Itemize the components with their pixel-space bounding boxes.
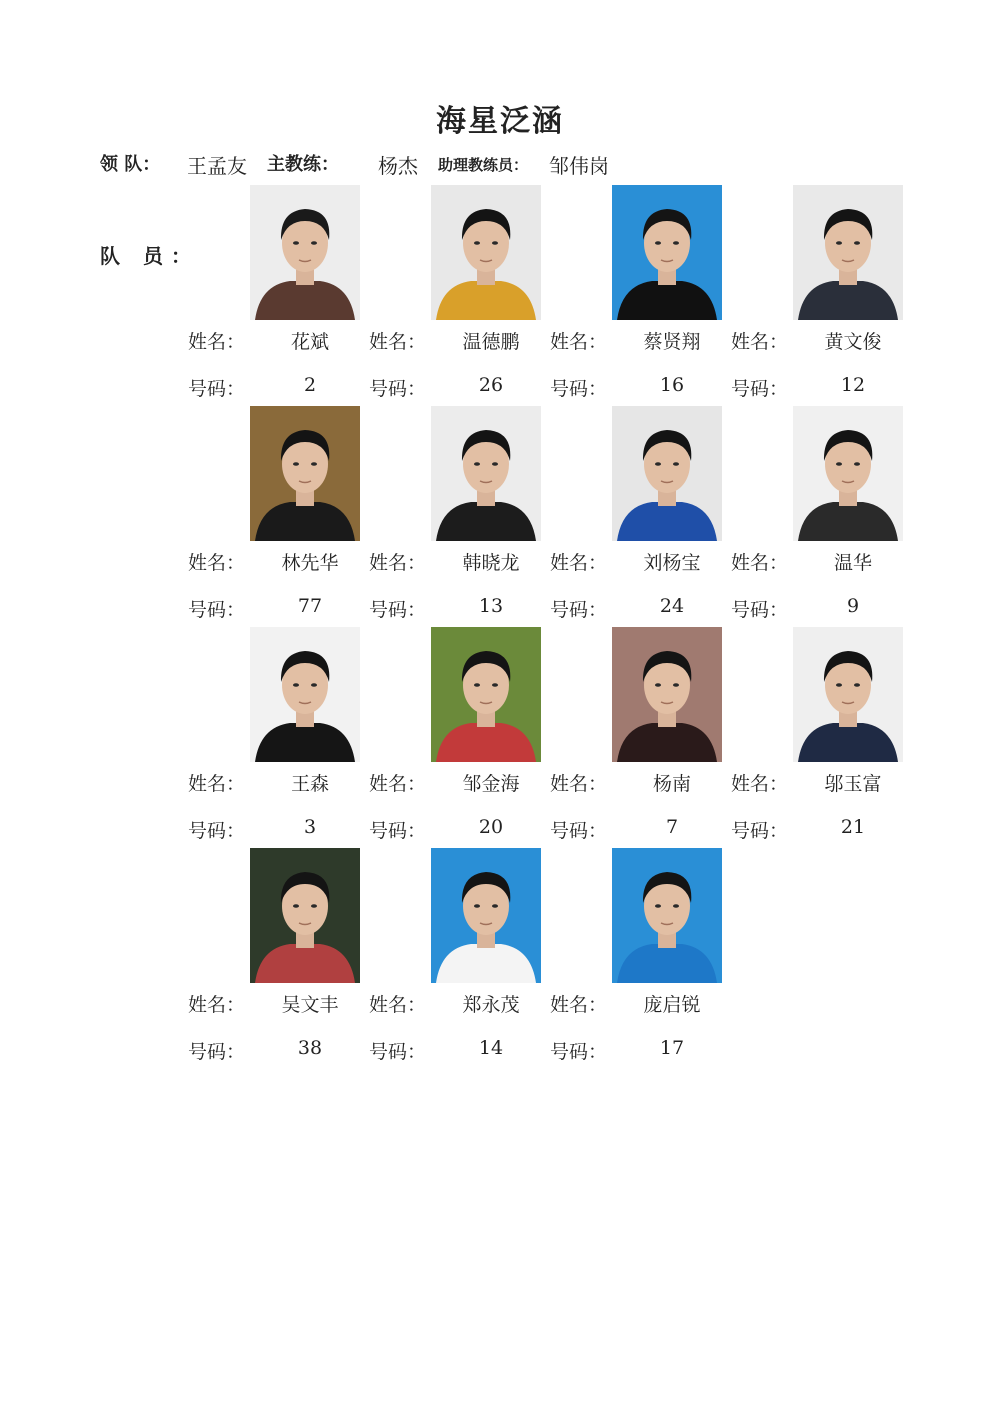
- player-name: 韩晓龙: [462, 552, 520, 574]
- name-label: 姓名：: [550, 331, 608, 353]
- player-card: [369, 848, 550, 1069]
- player-photo: [250, 406, 360, 541]
- player-name: 王森: [290, 773, 329, 795]
- player-number: 77: [297, 595, 323, 617]
- number-label: 号码：: [369, 820, 427, 842]
- player-number: 17: [659, 1037, 685, 1059]
- number-label: 号码：: [188, 378, 246, 400]
- player-name: 吴文丰: [281, 994, 339, 1016]
- player-number: 14: [478, 1037, 504, 1059]
- player-card: [369, 185, 550, 406]
- number-label: 号码：: [369, 378, 427, 400]
- player-card: [550, 627, 731, 848]
- player-card: [550, 185, 731, 406]
- player-name: 花斌: [290, 331, 329, 353]
- player-number: 7: [665, 816, 679, 838]
- player-photo: [250, 848, 360, 983]
- player-photo: [612, 185, 722, 320]
- player-card: [188, 848, 369, 1069]
- player-photo: [250, 627, 360, 762]
- number-label: 号码：: [369, 1041, 427, 1063]
- name-label: 姓名：: [369, 331, 427, 353]
- name-label: 姓名：: [188, 994, 246, 1016]
- player-number: 26: [478, 374, 504, 396]
- player-name: 黄文俊: [824, 331, 882, 353]
- player-card: [550, 848, 731, 1069]
- player-number: 21: [840, 816, 866, 838]
- number-label: 号码：: [188, 820, 246, 842]
- player-name: 温华: [833, 552, 872, 574]
- player-name: 林先华: [281, 552, 339, 574]
- name-label: 姓名：: [731, 552, 789, 574]
- player-photo: [793, 627, 903, 762]
- page-title: 海星泛涵: [436, 104, 564, 139]
- assistant-coach-name: 邹伟岗: [549, 154, 609, 178]
- number-label: 号码：: [369, 599, 427, 621]
- player-number: 2: [303, 374, 317, 396]
- player-name: 庞启锐: [643, 994, 701, 1016]
- player-photo: [431, 406, 541, 541]
- player-card: [188, 406, 369, 627]
- assistant-coach-label: 助理教练员：: [438, 156, 529, 174]
- player-photo: [431, 848, 541, 983]
- player-photo: [793, 185, 903, 320]
- name-label: 姓名：: [731, 331, 789, 353]
- player-number: 20: [478, 816, 504, 838]
- name-label: 姓名：: [550, 773, 608, 795]
- player-number: 3: [303, 816, 317, 838]
- player-number: 24: [659, 595, 685, 617]
- player-photo: [250, 185, 360, 320]
- player-number: 13: [478, 595, 504, 617]
- player-name: 刘杨宝: [643, 552, 701, 574]
- head-coach-name: 杨杰: [378, 154, 418, 178]
- player-card: [369, 627, 550, 848]
- player-number: 16: [659, 374, 685, 396]
- number-label: 号码：: [550, 1041, 608, 1063]
- player-name: 杨南: [652, 773, 691, 795]
- player-card: [731, 406, 912, 627]
- player-number: 38: [297, 1037, 323, 1059]
- name-label: 姓名：: [550, 552, 608, 574]
- name-label: 姓名：: [550, 994, 608, 1016]
- player-number: 12: [840, 374, 866, 396]
- leader-name: 王孟友: [187, 154, 247, 178]
- name-label: 姓名：: [731, 773, 789, 795]
- player-photo: [431, 185, 541, 320]
- number-label: 号码：: [731, 599, 789, 621]
- player-name: 温德鹏: [462, 331, 520, 353]
- name-label: 姓名：: [188, 773, 246, 795]
- player-name: 蔡贤翔: [643, 331, 701, 353]
- player-name: 邬玉富: [824, 773, 882, 795]
- player-card: [188, 185, 369, 406]
- name-label: 姓名：: [188, 552, 246, 574]
- number-label: 号码：: [550, 378, 608, 400]
- leader-label: 领 队：: [100, 154, 161, 175]
- name-label: 姓名：: [188, 331, 246, 353]
- roster-label: 队 员：: [100, 244, 199, 268]
- player-card: [369, 406, 550, 627]
- player-photo: [612, 627, 722, 762]
- player-card: [188, 627, 369, 848]
- number-label: 号码：: [188, 1041, 246, 1063]
- name-label: 姓名：: [369, 552, 427, 574]
- player-name: 郑永茂: [462, 994, 520, 1016]
- player-number: 9: [846, 595, 860, 617]
- number-label: 号码：: [550, 599, 608, 621]
- number-label: 号码：: [188, 599, 246, 621]
- player-card: [550, 406, 731, 627]
- head-coach-label: 主教练：: [267, 154, 339, 175]
- player-photo: [612, 406, 722, 541]
- player-card: [731, 627, 912, 848]
- player-photo: [793, 406, 903, 541]
- player-card: [731, 185, 912, 406]
- player-photo: [612, 848, 722, 983]
- number-label: 号码：: [731, 378, 789, 400]
- name-label: 姓名：: [369, 773, 427, 795]
- name-label: 姓名：: [369, 994, 427, 1016]
- number-label: 号码：: [550, 820, 608, 842]
- player-name: 邹金海: [462, 773, 520, 795]
- player-photo: [431, 627, 541, 762]
- number-label: 号码：: [731, 820, 789, 842]
